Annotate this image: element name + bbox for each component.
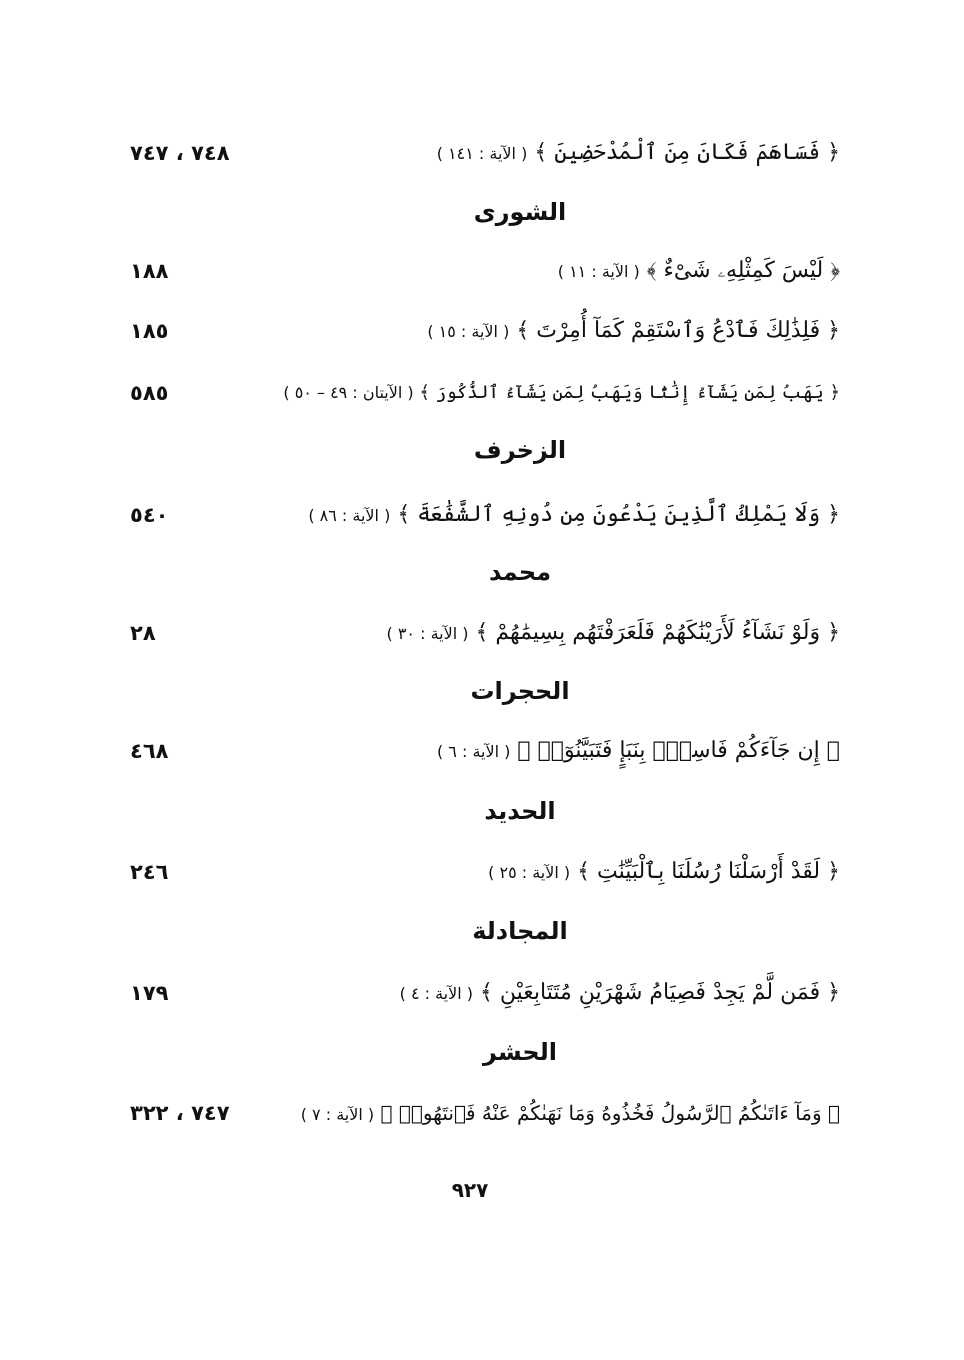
- index-entry: [130, 133, 840, 173]
- page-number: ٩٢٧: [451, 1178, 489, 1202]
- ayah-reference: ( الآية : ٨٦ ): [308, 506, 391, 525]
- verse-text: ﴿ وَمَآ ءَاتَىٰكُمُ ٱلرَّسُولُ فَخُذُوهُ وَمَا نَهَىٰكُمْ عَنْهُ فَٱنتَهُوا۟ ﴾: [380, 1101, 840, 1125]
- ayah-reference: ( الآيتان : ٤٩ – ٥٠ ): [283, 383, 414, 402]
- index-entry: [130, 495, 840, 535]
- index-entry: [130, 613, 840, 653]
- index-entry: [130, 852, 840, 892]
- verse-text: ﴿ فَمَن لَّمْ يَجِدْ فَصِيَامُ شَهْرَيْنِ مُتَتَابِعَيْنِ ﴾: [480, 980, 840, 1005]
- verse-citation: [437, 133, 840, 174]
- page-references: ٥٨٥: [130, 381, 169, 405]
- verse-citation: [283, 373, 840, 413]
- surah-heading: الحجرات: [470, 677, 570, 705]
- ayah-reference: ( الآية : ٣٠ ): [386, 624, 469, 643]
- page-references: ١٧٩: [130, 981, 169, 1005]
- verse-text: ﴿ إِن جَآءَكُمْ فَاسِقٌۢ بِنَبَإٍ فَتَبَيَّنُوٓا۟ ﴾: [517, 738, 840, 763]
- ayah-reference: ( الآية : ١٥ ): [427, 322, 510, 341]
- verse-text: ﴿ وَلَوْ نَشَآءُ لَأَرَيْنَٰكَهُمْ فَلَعَرَفْتَهُم بِسِيمَٰهُمْ ﴾: [475, 620, 840, 645]
- verse-text: ﴿ فَلِذَٰلِكَ فَٱدْعُ وَٱسْتَقِمْ كَمَآ أُمِرْتَ ﴾: [516, 318, 840, 343]
- index-entry: [130, 1093, 840, 1133]
- page-references: ٢٨: [130, 621, 156, 645]
- verse-text: ﴿ وَلَا يَمْلِكُ ٱلَّذِينَ يَدْعُونَ مِن دُونِهِ ٱلشَّفَٰعَةَ ﴾: [397, 502, 840, 527]
- surah-heading: الحشر: [483, 1038, 557, 1066]
- surah-heading: الحديد: [484, 797, 556, 825]
- verse-text: ﴿ لَيْسَ كَمِثْلِهِۦ شَىْءٌ ﴾: [646, 258, 840, 283]
- surah-heading: المجادلة: [472, 917, 568, 945]
- verse-citation: [301, 1093, 840, 1135]
- ayah-reference: ( الآية : ١٤١ ): [436, 144, 528, 163]
- verse-citation: [427, 311, 840, 352]
- ayah-reference: ( الآية : ٢٥ ): [488, 863, 571, 882]
- ayah-reference: ( الآية : ٤ ): [399, 984, 474, 1003]
- verse-text: ﴿ فَسَاهَمَ فَكَانَ مِنَ ٱلْمُدْحَضِينَ ﴾: [534, 140, 840, 165]
- surah-heading: محمد: [488, 558, 552, 586]
- index-entry: [130, 373, 840, 413]
- verse-text: ﴿ لَقَدْ أَرْسَلْنَا رُسُلَنَا بِٱلْبَيِّنَٰتِ ﴾: [577, 859, 840, 884]
- verse-citation: [488, 852, 840, 893]
- ayah-reference: ( الآية : ٦ ): [436, 742, 511, 761]
- index-entry: [130, 973, 840, 1013]
- index-entry: [130, 311, 840, 351]
- verse-citation: [558, 251, 840, 292]
- verse-citation: [308, 495, 840, 536]
- verse-text: ﴿ يَهَبُ لِمَن يَشَآءُ إِنَٰثًا وَيَهَبُ لِمَن يَشَآءُ ٱلذُّكُورَ ﴾: [419, 382, 840, 403]
- verse-citation: [387, 613, 841, 654]
- page-references: ١٨٨: [130, 259, 169, 283]
- page-references: ٢٤٦: [130, 860, 169, 884]
- index-entry: [130, 731, 840, 771]
- page-references: ٤٦٨: [130, 739, 169, 763]
- page-references: ٥٤٠: [130, 503, 169, 527]
- index-entry: [130, 251, 840, 291]
- page-references: ١٨٥: [130, 319, 169, 343]
- ayah-reference: ( الآية : ١١ ): [557, 262, 640, 281]
- surah-heading: الشورى: [473, 198, 567, 226]
- page-references: ٧٤٨ ، ٧٤٧: [130, 141, 230, 165]
- surah-heading: الزخرف: [473, 436, 567, 464]
- verse-citation: [437, 731, 840, 772]
- page-references: ٧٤٧ ، ٣٢٢: [130, 1101, 230, 1125]
- ayah-reference: ( الآية : ٧ ): [300, 1105, 375, 1124]
- verse-citation: [400, 973, 840, 1014]
